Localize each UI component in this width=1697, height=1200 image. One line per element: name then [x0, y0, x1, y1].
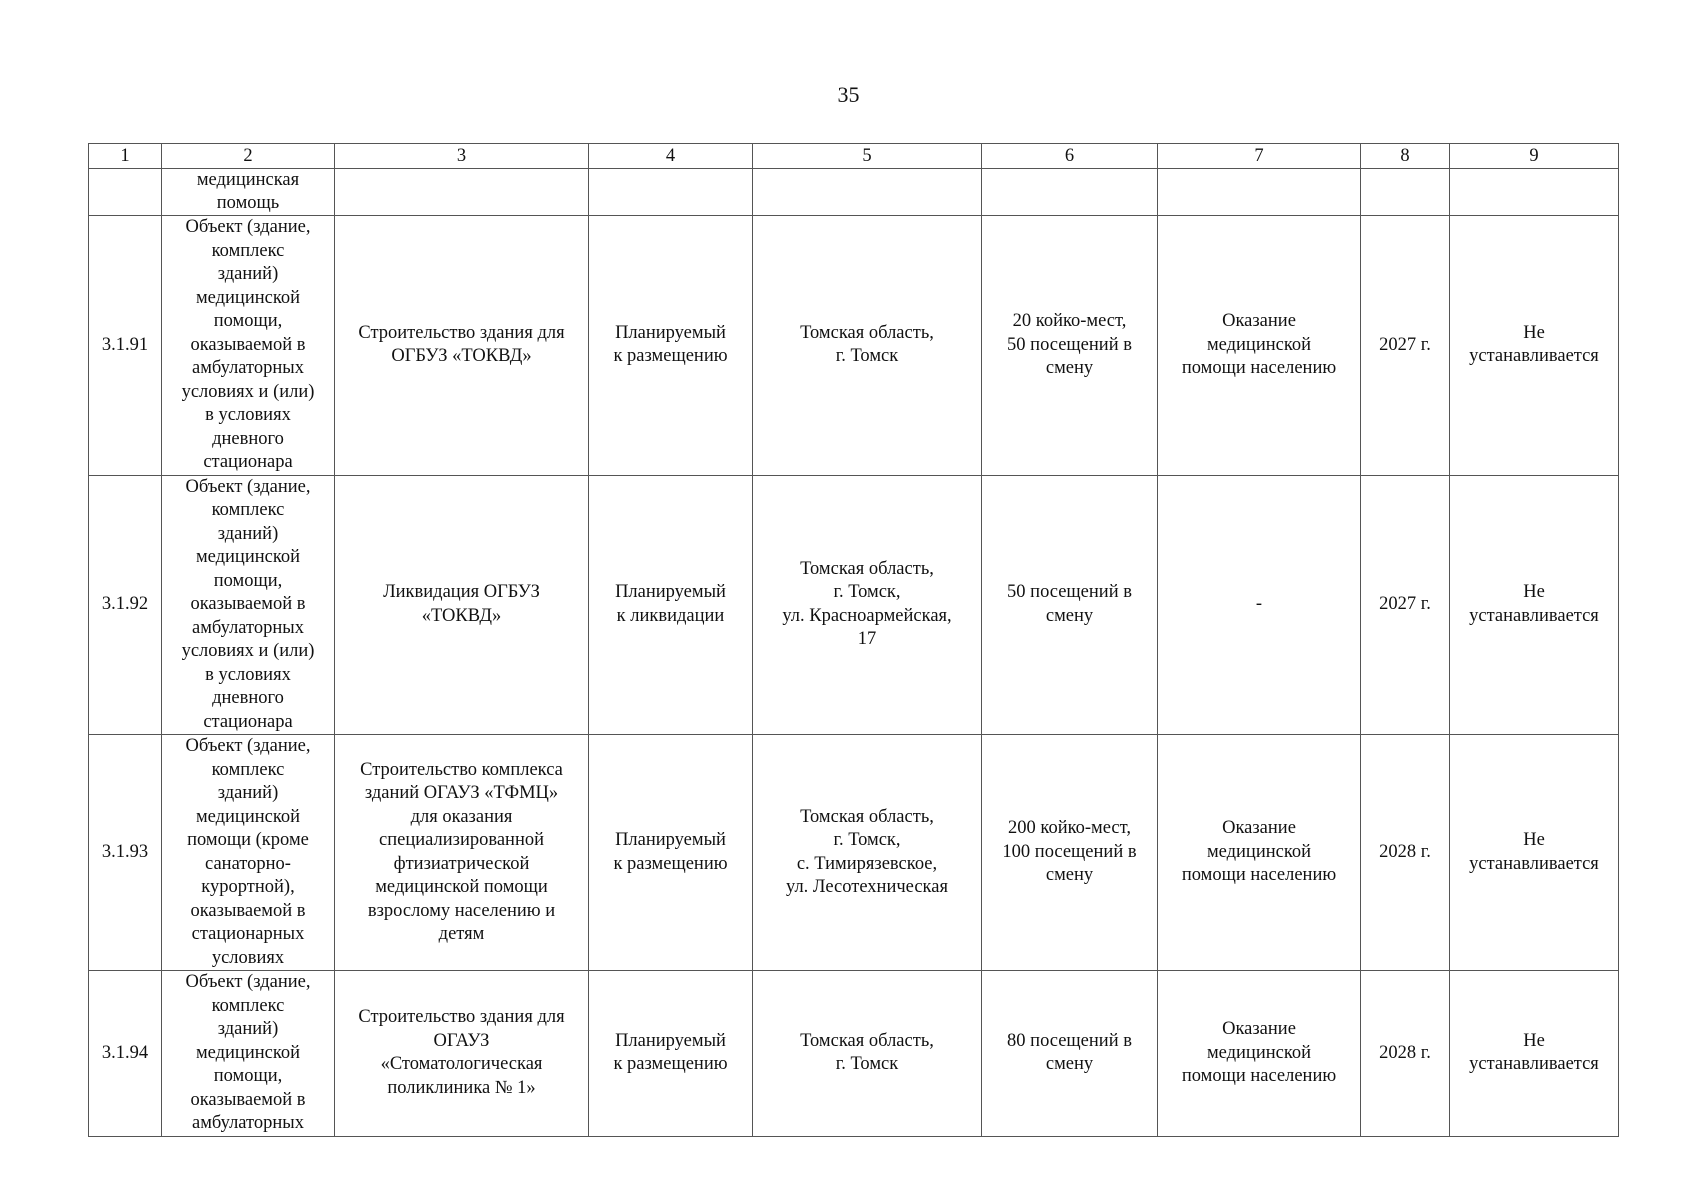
table-row [89, 735, 1619, 971]
column-number-cell: 8 [1361, 144, 1450, 169]
continuation-row [89, 169, 1619, 216]
table-row [89, 475, 1619, 735]
item-number-cell: 3.1.92 [89, 475, 162, 735]
status-cell: Планируемый к размещению [589, 216, 753, 476]
column-number-cell: 2 [162, 144, 335, 169]
status-cell: Планируемый к размещению [589, 735, 753, 971]
zone-cell: Не устанавливается [1450, 735, 1619, 971]
object-name-cell: Строительство здания для ОГБУЗ «ТОКВД» [335, 216, 589, 476]
object-type-cell: Объект (здание, комплекс зданий) медицинской помощи, оказываемой в амбулаторных условиях и (или) в условиях дневного стационара [162, 216, 335, 476]
column-number-cell: 3 [335, 144, 589, 169]
purpose-cell: Оказание медицинской помощи населению [1158, 971, 1361, 1137]
capacity-cell: 50 посещений в смену [982, 475, 1158, 735]
zone-cell: Не устанавливается [1450, 216, 1619, 476]
table-cell [335, 169, 589, 216]
column-number-row [89, 144, 1619, 169]
column-number-cell: 4 [589, 144, 753, 169]
capacity-cell: 200 койко-мест, 100 посещений в смену [982, 735, 1158, 971]
object-name-cell: Строительство комплекса зданий ОГАУЗ «ТФМЦ» для оказания специализированной фтизиатрической медицинской помощи взрослому населению и детям [335, 735, 589, 971]
objects-table [88, 143, 1619, 1137]
zone-cell: Не устанавливается [1450, 475, 1619, 735]
location-cell: Томская область, г. Томск, с. Тимирязевское, ул. Лесотехническая [753, 735, 982, 971]
table-cell [1361, 169, 1450, 216]
purpose-cell: - [1158, 475, 1361, 735]
table-cell [982, 169, 1158, 216]
column-number-cell: 1 [89, 144, 162, 169]
column-number-cell: 7 [1158, 144, 1361, 169]
location-cell: Томская область, г. Томск [753, 216, 982, 476]
item-number-cell: 3.1.93 [89, 735, 162, 971]
year-cell: 2028 г. [1361, 971, 1450, 1137]
column-number-cell: 6 [982, 144, 1158, 169]
status-cell: Планируемый к размещению [589, 971, 753, 1137]
column-number-cell: 5 [753, 144, 982, 169]
year-cell: 2027 г. [1361, 216, 1450, 476]
item-number-cell: 3.1.94 [89, 971, 162, 1137]
table-cell [589, 169, 753, 216]
page-number: 35 [837, 82, 860, 107]
table-cell [753, 169, 982, 216]
table-cell [1158, 169, 1361, 216]
object-type-cell: Объект (здание, комплекс зданий) медицинской помощи, оказываемой в амбулаторных [162, 971, 335, 1137]
object-name-cell: Ликвидация ОГБУЗ «ТОКВД» [335, 475, 589, 735]
object-type-cell: Объект (здание, комплекс зданий) медицинской помощи, оказываемой в амбулаторных условиях и (или) в условиях дневного стационара [162, 475, 335, 735]
object-name-cell: Строительство здания для ОГАУЗ «Стоматологическая поликлиника № 1» [335, 971, 589, 1137]
zone-cell: Не устанавливается [1450, 971, 1619, 1137]
object-type-cell: Объект (здание, комплекс зданий) медицинской помощи (кроме санаторно- курортной), оказываемой в стационарных условиях [162, 735, 335, 971]
column-number-cell: 9 [1450, 144, 1619, 169]
purpose-cell: Оказание медицинской помощи населению [1158, 735, 1361, 971]
table-cell [89, 169, 162, 216]
item-number-cell: 3.1.91 [89, 216, 162, 476]
table-cell [1450, 169, 1619, 216]
location-cell: Томская область, г. Томск, ул. Красноармейская, 17 [753, 475, 982, 735]
table-row [89, 971, 1619, 1137]
status-cell: Планируемый к ликвидации [589, 475, 753, 735]
object-type-cell: медицинская помощь [162, 169, 335, 216]
capacity-cell: 80 посещений в смену [982, 971, 1158, 1137]
location-cell: Томская область, г. Томск [753, 971, 982, 1137]
year-cell: 2027 г. [1361, 475, 1450, 735]
purpose-cell: Оказание медицинской помощи населению [1158, 216, 1361, 476]
table-row [89, 216, 1619, 476]
year-cell: 2028 г. [1361, 735, 1450, 971]
capacity-cell: 20 койко-мест, 50 посещений в смену [982, 216, 1158, 476]
